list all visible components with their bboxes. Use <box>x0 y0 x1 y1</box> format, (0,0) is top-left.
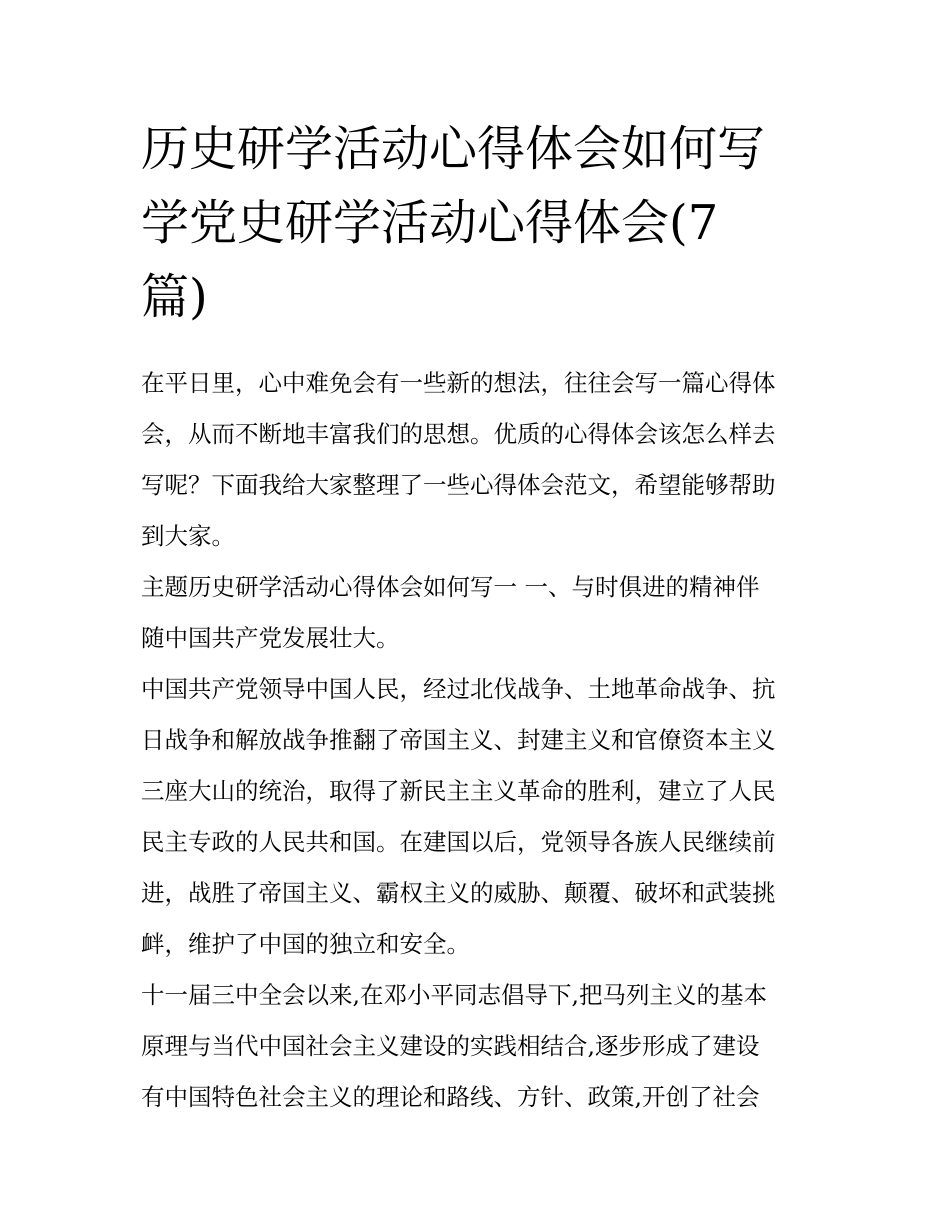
text-line: 原理与当代中国社会主义建设的实践相结合,逐步形成了建设 <box>141 1032 760 1060</box>
title-line: 学党史研学活动心得体会(7 <box>141 195 719 251</box>
text-line: 有中国特色社会主义的理论和路线、方针、政策,开创了社会 <box>141 1083 760 1111</box>
text-line: 民主专政的人民共和国。在建国以后，党领导各族人民继续前 <box>141 828 776 856</box>
text-line: 进，战胜了帝国主义、霸权主义的威胁、颠覆、破坏和武装挑 <box>141 879 776 907</box>
text-line: 会，从而不断地丰富我们的思想。优质的心得体会该怎么样去 <box>141 420 776 448</box>
text-line: 主题历史研学活动心得体会如何写一 一、与时俱进的精神伴 <box>141 573 760 601</box>
text-line: 日战争和解放战争推翻了帝国主义、封建主义和官僚资本主义 <box>141 726 776 754</box>
section-heading-paragraph <box>141 562 813 664</box>
text-line: 中国共产党领导中国人民，经过北伐战争、土地革命战争、抗 <box>141 675 776 703</box>
title-line: 篇) <box>141 269 208 325</box>
text-line: 三座大山的统治，取得了新民主主义革命的胜利，建立了人民 <box>141 777 776 805</box>
document-title <box>141 112 813 334</box>
text-line: 随中国共产党发展壮大。 <box>141 624 400 652</box>
title-line: 历史研学活动心得体会如何写 <box>141 121 766 177</box>
text-line: 衅，维护了中国的独立和安全。 <box>141 930 470 958</box>
text-line: 写呢？下面我给大家整理了一些心得体会范文，希望能够帮助 <box>141 471 776 499</box>
text-line: 到大家。 <box>141 522 235 550</box>
history-paragraph <box>141 664 813 970</box>
intro-paragraph <box>141 358 813 562</box>
text-line: 十一届三中全会以来,在邓小平同志倡导下,把马列主义的基本 <box>141 981 767 1009</box>
reform-paragraph <box>141 970 813 1123</box>
text-line: 在平日里，心中难免会有一些新的想法，往往会写一篇心得体 <box>141 369 776 397</box>
document-content <box>141 112 813 1123</box>
document-body <box>141 358 813 1123</box>
